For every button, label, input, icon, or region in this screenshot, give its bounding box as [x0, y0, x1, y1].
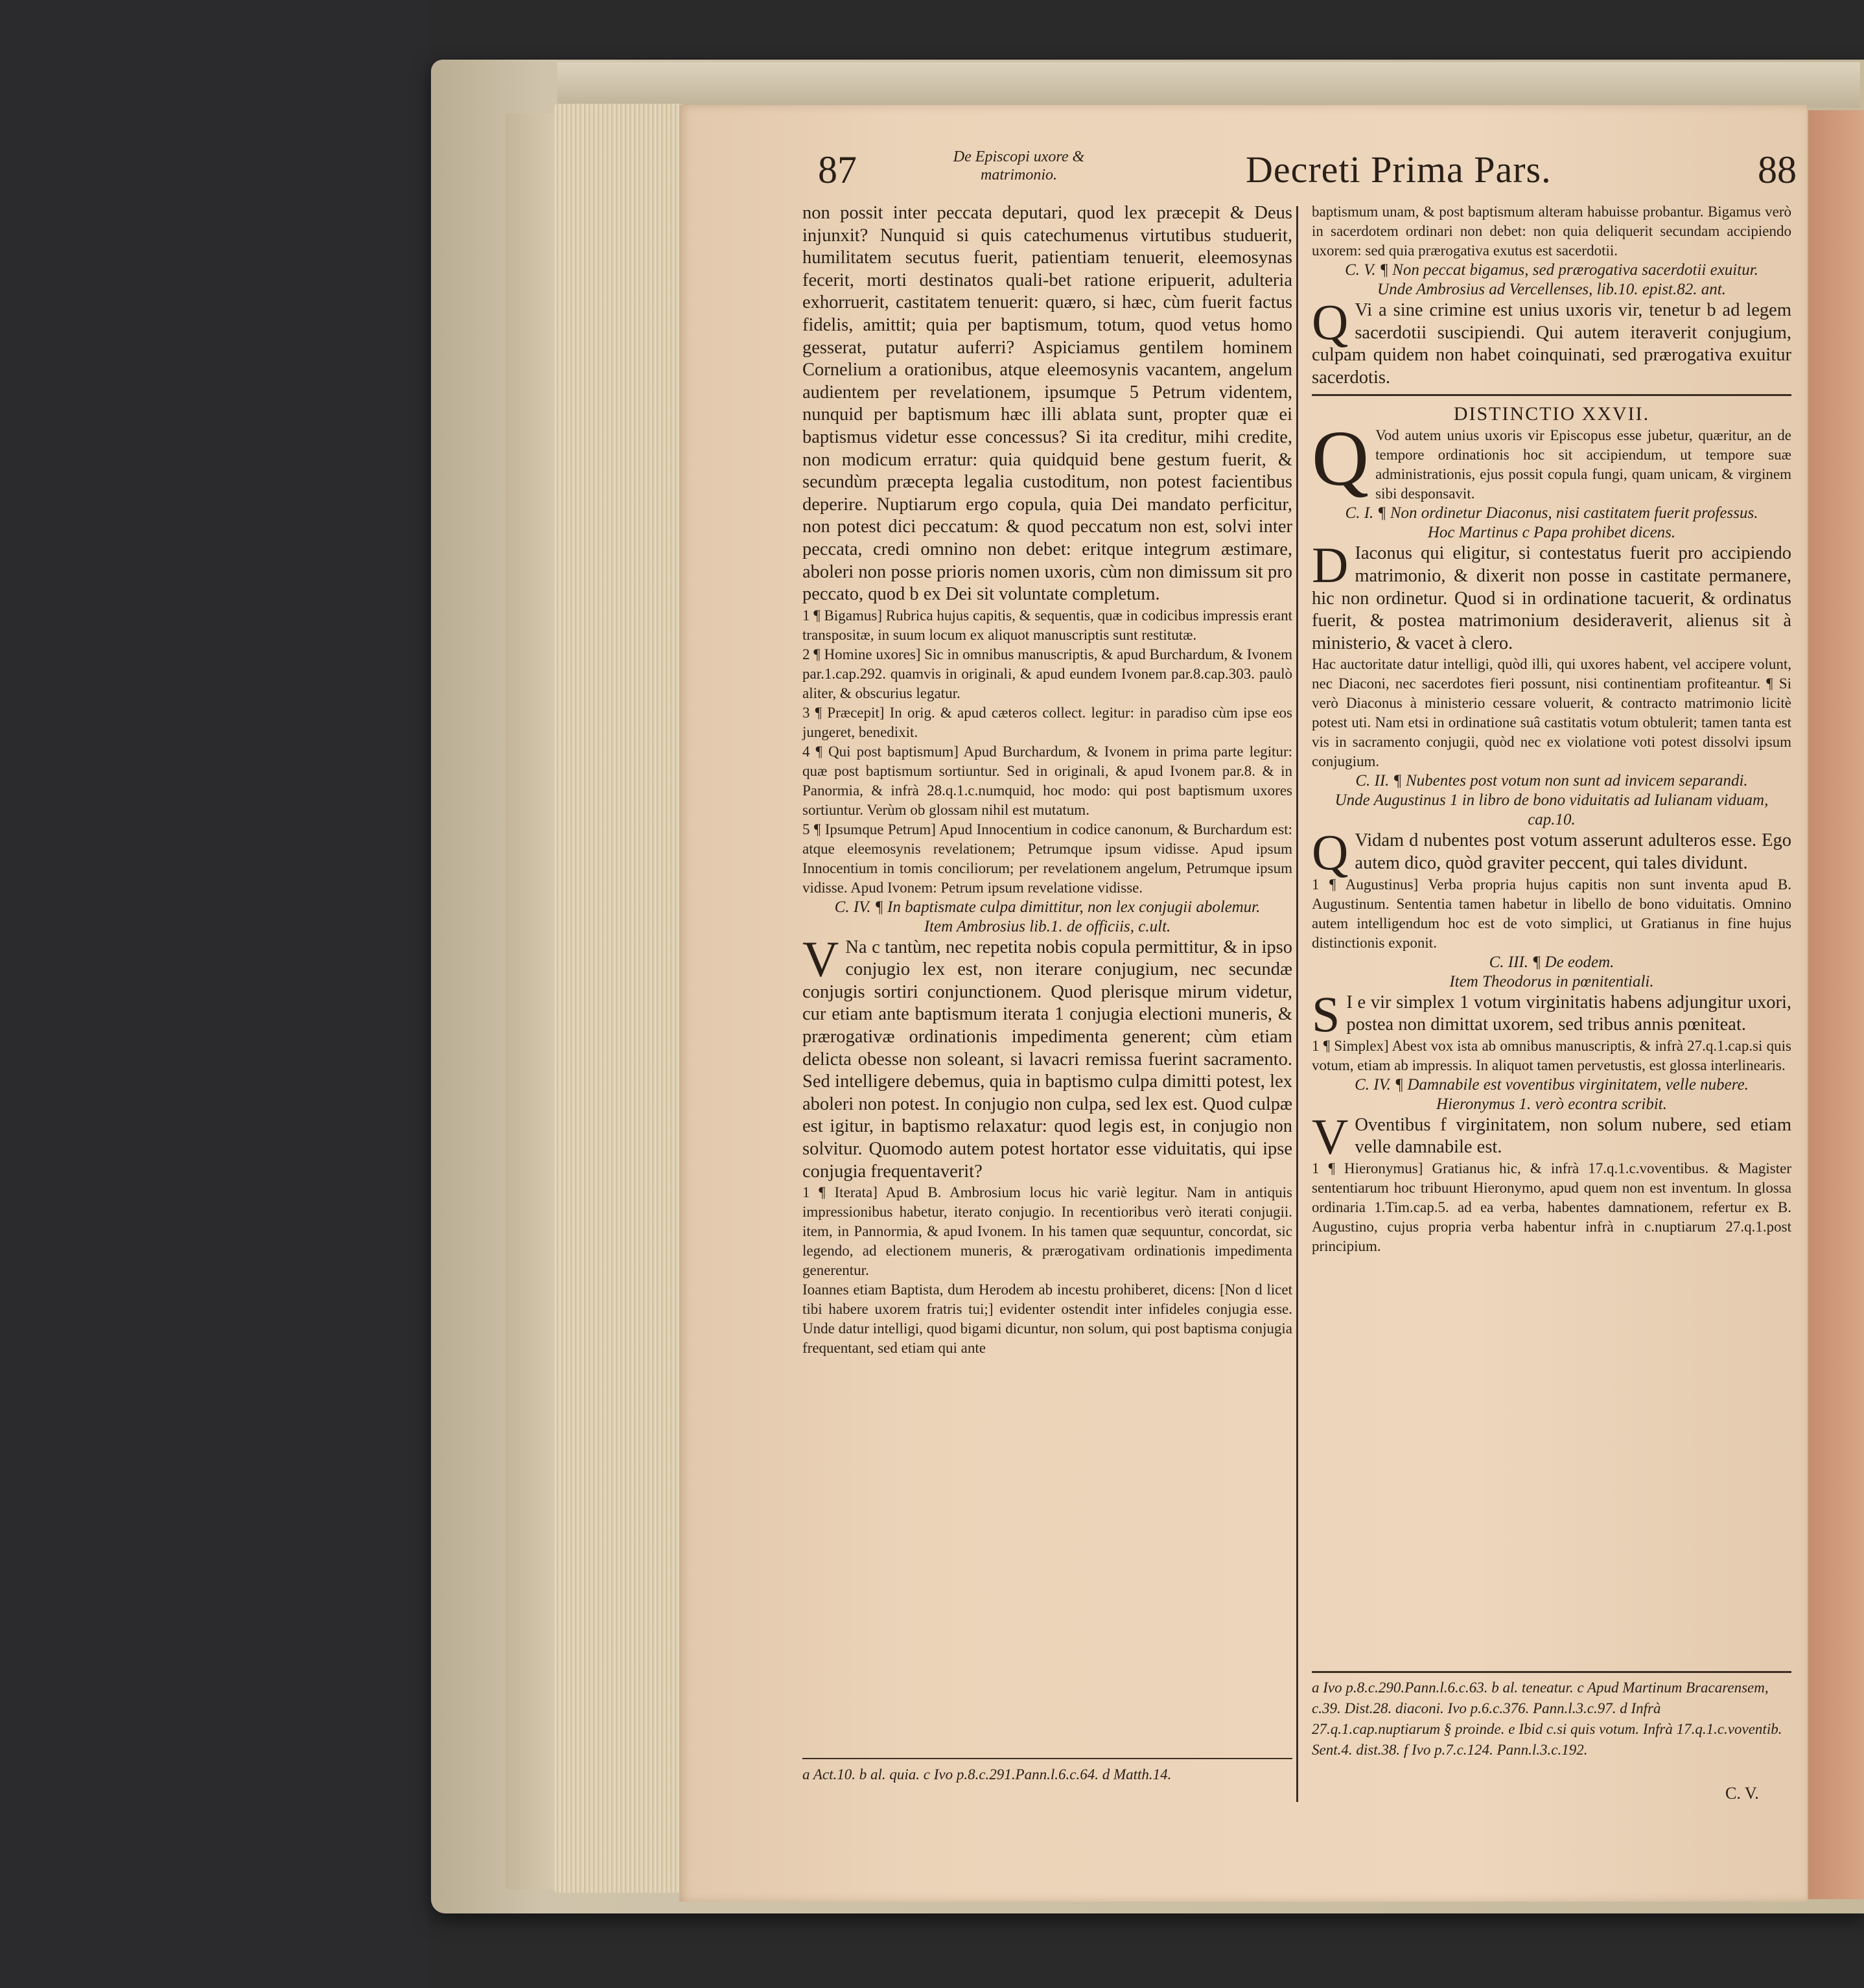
drop-capital: Q [1312, 824, 1349, 881]
drop-capital: V [1312, 1108, 1349, 1165]
note-3: 3 ¶ Præcepit] In orig. & apud cæteros collect. legitur: in paradiso cùm ipse eos jungeret, benedixit. [802, 704, 1292, 740]
footnote-rule-left [802, 1758, 1292, 1759]
drop-capital: Q [1312, 294, 1349, 350]
note-5: 5 ¶ Ipsumque Petrum] Apud Innocentium in codice canonum, & Burchardum est: atque eleemosynis revelationem; Petrumque ipsum vidisse. Apud ipsum Innocentium in tomis conciliorum; per revelationem angelum, Petrumque ipsum vidisse. Apud Ivonem: Petrum ipsum revelatione vidisse. [802, 821, 1292, 896]
right-column [1312, 202, 1791, 1256]
chapter-heading: C. II. ¶ Nubentes post votum non sunt ad invicem separandi. [1355, 772, 1748, 790]
chapter-heading: C. III. ¶ De eodem. [1489, 953, 1614, 971]
left-page-number: 87 [818, 148, 857, 191]
section-rule [1312, 394, 1791, 396]
note-4: 4 ¶ Qui post baptismum] Apud Burchardum, & Ivonem in prima parte legitur: quæ post baptismum sortiuntur. Sed in originali, & apud Ivonem par.8. & in Panormia, & infrà 28.q.1.c.numquid, hoc modo: qui post baptismum uxores sortiuntur. Verùm ob glossam nihil est mutatum. [802, 743, 1292, 818]
chapter-source: Unde Ambrosius ad Vercellenses, lib.10. epist.82. ant. [1377, 281, 1726, 298]
footnotes-left: a Act.10. b al. quia. c Ivo p.8.c.291.Pann.l.6.c.64. d Matth.14. [802, 1766, 1172, 1783]
drop-capital: Q [1312, 415, 1369, 503]
right-page-number: 88 [1758, 148, 1797, 191]
chapter-note: 1 ¶ Augustinus] Verba propria hujus capitis non sunt inventa apud B. Augustinum. Sententia tamen habetur in libello de bono viduitatis. Omnino autem intelligendum hoc est de voto simplici, ut Gratianus in fine hujus distinctionis exponit. [1312, 876, 1791, 951]
chapter-text: Q Vidam d nubentes post votum asserunt adulteros esse. Ego autem dico, quòd graviter peccent, qui tales dividunt. [1312, 824, 1791, 881]
chapter-source: Hoc Martinus c Papa prohibet dicens. [1427, 524, 1676, 542]
chapter-heading: C. IV. ¶ Damnabile est voventibus virginitatem, velle nubere. [1355, 1075, 1749, 1093]
chapter-source: Unde Augustinus 1 in libro de bono viduitatis ad Iulianam viduam, cap.10. [1334, 791, 1769, 829]
chapter-heading: C. IV. ¶ In baptismate culpa dimittitur, non lex conjugii abolетur. [834, 898, 1261, 916]
note-1: 1 ¶ Bigamus] Rubrica hujus capitis, & sequentis, quæ in codicibus impressis erant transpositæ, in suum locum ex aliquot manuscriptis sunt restitutæ. [802, 607, 1292, 643]
facing-page-edge [1808, 110, 1864, 1899]
chapter-source: Item Ambrosius lib.1. de officiis, c.ult. [924, 917, 1171, 935]
chapter-text: S I e vir simplex 1 votum virginitatis habens adjungitur uxori, postea non dimittat uxorem, sed tribus annis pœniteat. [1312, 985, 1791, 1042]
catchword: C. V. [1725, 1784, 1759, 1803]
chapter-text: Q Vi a sine crimine est unius uxoris vir, tenetur b ad legem sacerdotii suscipiendi. Qui autem iteraverit conjugium, culpam quidem non habet coinquinati, sed prærogativa exuitur sacerdotis. [1312, 294, 1791, 388]
body-text: non possit inter peccata deputari, quod lex præcepit & Deus injunxit? Nunquid si quis catechumenus virtutibus studuerit, humilitatem secutus fuerit, patientiam tenuerit, eleemosynas fecerit, morti destinatos quali-bet ratione eripuerit, adulteria exhorruerit, castitatem tenuerit: quæro, si hæc, cùm fuerit factus fidelis, amittit; quia per baptismum, totum, quod vetus homo gesserat, putatur auferri? Aspiciamus gentilem hominem Cornelium a orationibus, atque eleemosynis vacantem, angelum audientem per revelationem, ipsumque 5 Petrum videntem, nunquid per baptismum hæc illi ablata sunt, propter quæ ei baptismus videtur esse concessus? Si ita creditur, mihi credite, non modicum erratur: quia quidquid bene gestum fuerit, & secundùm præcepta legalia custoditum, non potest facientibus deperire. Nuptiarum ergo copula, quia Dei mandato perficitur, non potest dici peccatum: & quod peccatum non est, solvi inter peccata, credi omnino non debet: eritque integrum æstimare, aboleri non posse prioris nomen uxoris, cùm non dimissum sit pro peccato, quod b ex Dei sit voluntate completum. [802, 203, 1292, 605]
footnote-rule-right [1312, 1671, 1791, 1673]
chapter-source: Hieronymus 1. verò econtra scribit. [1436, 1095, 1667, 1113]
body-text: baptismum unam, & post baptismum alteram habuisse probantur. Bigamus verò in sacerdotem ordinari non debet: non quia deliquerit secundam accipiendo uxorem: sed quia prærogativa exutus est sacerdotii. [1312, 204, 1791, 259]
drop-capital: S [1312, 985, 1340, 1042]
drop-capital: V [802, 930, 839, 987]
column-divider [1296, 206, 1298, 1802]
distinctio-text: Q Vod autem unius uxoris vir Episcopus esse jubetur, quæritur, an de tempore ordinationis hoc sit accipiendum, ut tempore suæ administrationis, ejus possit copula fungi, quam unicam, & virginem sibi desponsavit. [1312, 415, 1791, 503]
left-column [802, 202, 1292, 1358]
chapter-dictum: Ioannes etiam Baptista, dum Herodem ab incestu prohiberet, dicens: [Non d licet tibi habere uxorem fratris tui;] evidenter ostendit inter infideles conjugia esse. Unde datur intelligi, quod bigami dicuntur, non solum, qui post baptisma conjugia frequentant, sed etiam qui ante [802, 1281, 1292, 1357]
running-head: De Episcopi uxore & matrimonio. [953, 148, 1085, 183]
distinctio-heading: DISTINCTIO XXVII. [1453, 403, 1650, 425]
page-title: Decreti Prima Pars. [1246, 148, 1552, 191]
chapter-note: 1 ¶ Iterata] Apud B. Ambrosium locus hic variè legitur. Nam in antiquis impressionibus habetur, iterato conjugio. In recentioribus verò iterati conjugii. item, in Pannormia, & apud Ivonem. In his tamen quæ sequuntur, concordat, sic legendo, ad electionem muneris, & prærogativam ordinationis impedimenta generentur. [802, 1184, 1292, 1279]
chapter-source: Item Theodorus in pœnitentiali. [1449, 972, 1654, 990]
book-page-edges [554, 104, 684, 1893]
chapter-text: V Na c tantùm, nec repetita nobis copula permittitur, & in ipso conjugio lex est, non iterare conjugium, nec secundæ conjugis sortiri conjunctionem. Quod plerisque mirum videtur, cur etiam ante baptismum iterata 1 conjugia electioni muneris, & prærogativæ ordinationis impedimenta generent; cùm etiam delicta obesse non soleant, si lavacri remissa fuerint sacramento. Sed intelligere debemus, quia in baptismo culpa dimitti potest, lex aboleri non potest. In conjugio non culpa, sed lex est. Quod culpæ est igitur, in baptismo relaxatur: quod legis est, in conjugio non solvitur. Quomodo autem potest hortator esse viduitatis, qui ipse conjugia frequentaverit? [802, 930, 1292, 1182]
chapter-note: 1 ¶ Simplex] Abest vox ista ab omnibus manuscriptis, & infrà 27.q.1.cap.si quis votum, etiam ab impressis. In aliquot tamen pervetustis, est glossa interlinearis. [1312, 1037, 1791, 1073]
drop-capital: D [1312, 537, 1349, 594]
chapter-heading: C. V. ¶ Non peccat bigamus, sed prærogativa sacerdotii exuitur. [1345, 261, 1758, 279]
chapter-heading: C. I. ¶ Non ordinetur Diaconus, nisi castitatem fuerit professus. [1345, 504, 1758, 522]
chapter-note: 1 ¶ Hieronymus] Gratianus hic, & infrà 17.q.1.c.voventibus. & Magister sententiarum hoc tribuunt Hieronymo, apud quem non est inventum. In glossa ordinaria 1.Tim.cap.5. ad ea verba, habentes damnationem, refertur ex B. Augustino, cujus propria verba habentur infrà in c.nuptiarum 27.q.1.post principium. [1312, 1160, 1791, 1254]
chapter-text: D Iaconus qui eligitur, si contestatus fuerit pro accipiendo matrimonio, & dixerit non posse in castitate permanere, hic non ordinetur. Quod si in ordinatione tacuerit, & ordinatus fuerit, & postea matrimonium desideraverit, alienus sit à ministerio, & vacet à clero. [1312, 537, 1791, 653]
book-top-edge [557, 62, 1860, 108]
footnotes-right: a Ivo p.8.c.290.Pann.l.6.c.63. b al. teneatur. c Apud Martinum Bracarensem, c.39. Dist.28. diaconi. Ivo p.6.c.376. Pann.l.3.c.97. d Infrà 27.q.1.cap.nuptiarum § proinde. e Ibid c.si quis votum. Infrà 17.q.1.c.voventib. Sent.4. dist.38. f Ivo p.7.c.124. Pann.l.3.c.192. [1312, 1679, 1782, 1758]
chapter-comment: Hac auctoritate datur intelligi, quòd illi, qui uxores habent, vel accipere volunt, nec Diaconi, nec sacerdotes fieri possunt, nisi continentiam profiteantur. ¶ Si verò Diaconus à ministerio cessare voluerit, & contracto matrimonio licitè potest uti. Nam etsi in ordinatione suâ castitatis votum obtulerit; tamen tanta est vis in sacramento conjugii, quòd nec ex violatione voti potest dissolvi ipsum conjugium. [1312, 656, 1791, 770]
dark-background [0, 0, 428, 1988]
note-2: 2 ¶ Homine uxores] Sic in omnibus manuscriptis, & apud Burchardum, & Ivonem par.1.cap.292. quamvis in originali, & apud eundem Ivonem par.8.cap.303. paulò aliter, & obscurius legatur. [802, 646, 1292, 701]
chapter-text: V Oventibus f virginitatem, non solum nubere, sed etiam velle damnabile est. [1312, 1108, 1791, 1165]
